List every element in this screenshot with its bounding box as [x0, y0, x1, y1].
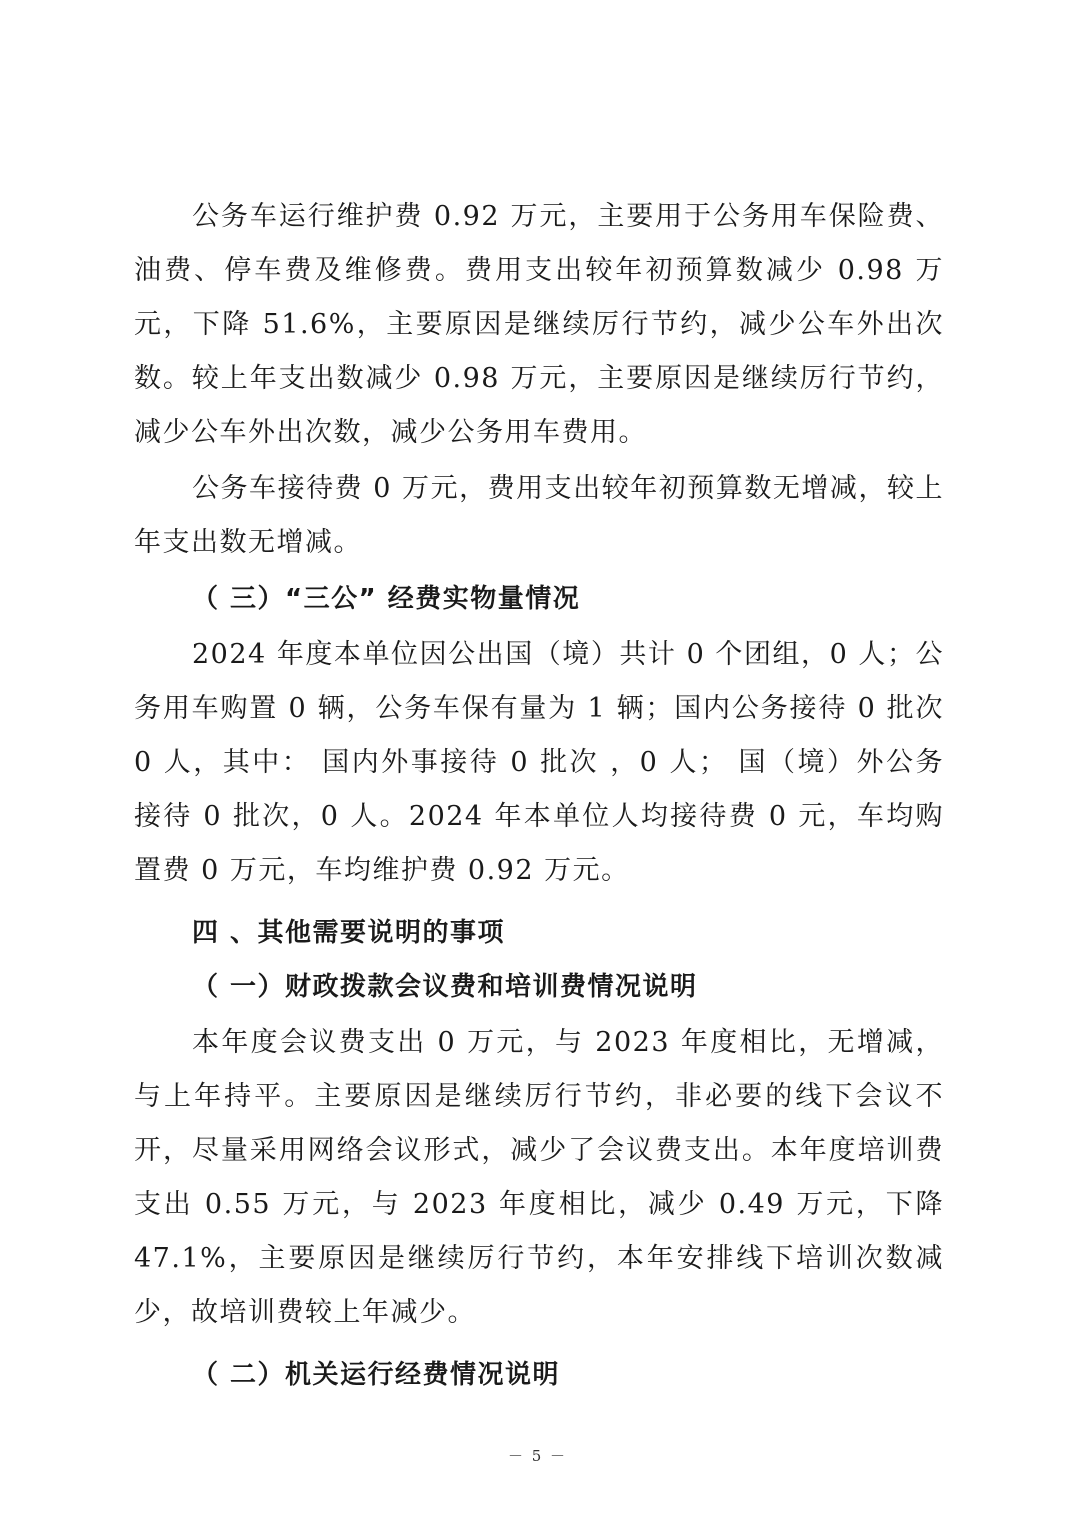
heading-section-4-2: （ 二）机关运行经费情况说明 [192, 1360, 561, 1390]
heading-section-3-3: （ 三）“三公” 经费实物量情况 [192, 584, 581, 614]
heading-section-4-1: （ 一）财政拨款会议费和培训费情况说明 [192, 972, 698, 1002]
paragraph-vehicle-reception: 公务车接待费 0 万元，费用支出较年初预算数无增减，较上年支出数无增减。 [134, 473, 944, 558]
paragraph-physical-quantity: 2024 年度本单位因公出国（境）共计 0 个团组，0 人；公务用车购置 0 辆，公务车保有量为 1 辆；国内公务接待 0 批次 0 人，其中： 国内外事接待 0 批次 ，0 人； 国（境）外公务接待 0 批次，0 人。2024 年本单位人均接待费 0 元，车均购置费 0 万元，车均维护费 0.92 万元。 [134, 639, 944, 886]
page-number: － 5 － [507, 1447, 568, 1465]
paragraph-vehicle-maintenance: 公务车运行维护费 0.92 万元，主要用于公务用车保险费、油费、停车费及维修费。费用支出较年初预算数减少 0.98 万元，下降 51.6%，主要原因是继续厉行节约，减少公车外出次数。较上年支出数减少 0.98 万元，主要原因是继续厉行节约，减少公车外出次数，减少公务用车费用。 [134, 201, 944, 448]
document-body [134, 190, 944, 1402]
paragraph-meeting-training: 本年度会议费支出 0 万元，与 2023 年度相比，无增减，与上年持平。主要原因是继续厉行节约，非必要的线下会议不开，尽量采用网络会议形式，减少了会议费支出。本年度培训费支出 0.55 万元，与 2023 年度相比，减少 0.49 万元，下降 47.1%，主要原因是继续厉行节约，本年安排线下培训次数减少，故培训费较上年减少。 [134, 1027, 944, 1328]
heading-section-4: 四 、其他需要说明的事项 [192, 918, 506, 948]
